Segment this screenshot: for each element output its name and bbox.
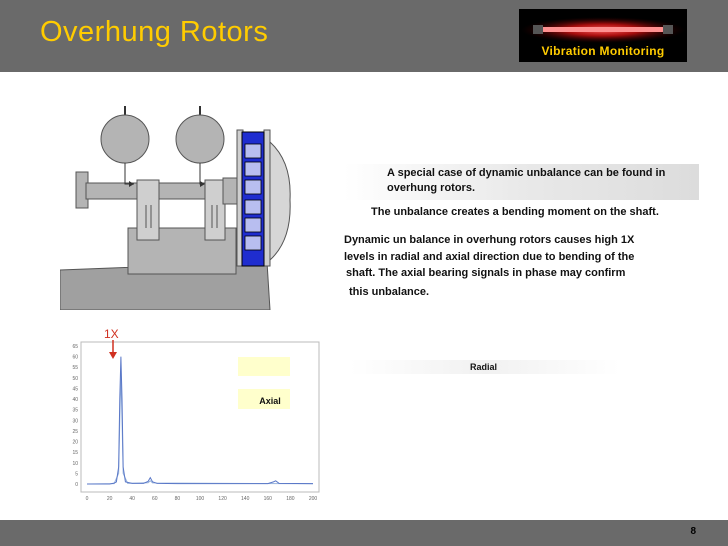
y-tick-label: 50	[72, 375, 78, 382]
y-tick-label: 25	[72, 428, 78, 435]
y-tick-label: 65	[72, 344, 78, 350]
text-line-2: overhung rotors.	[387, 182, 476, 194]
vibration-monitoring-logo	[519, 9, 687, 62]
x-axis-ticks	[86, 496, 318, 502]
text-line-1: A special case of dynamic unbalance can be found in	[387, 167, 666, 179]
y-tick-label: 60	[72, 354, 78, 361]
x-tick-label: 40	[129, 496, 135, 502]
y-tick-label: 55	[72, 365, 78, 372]
x-tick-label: 180	[286, 496, 295, 502]
x-tick-label: 120	[218, 496, 227, 502]
spectrum-chart	[60, 322, 330, 502]
text-line-6: shaft. The axial bearing signals in phase may confirm	[346, 267, 626, 279]
x-tick-label: 20	[106, 496, 113, 502]
y-tick-label: 35	[72, 407, 78, 414]
y-tick-label: 10	[72, 460, 78, 467]
legend-axial-label: Axial	[259, 396, 281, 406]
x-tick-label: 140	[241, 496, 250, 502]
y-tick-label: 40	[72, 397, 78, 404]
text-line-4: Dynamic un balance in overhung rotors causes high 1X	[344, 234, 635, 246]
x-tick-label: 200	[308, 496, 318, 502]
x-tick-label: 100	[195, 496, 205, 502]
legend-swatch	[238, 357, 290, 376]
legend-radial-label: Radial	[470, 362, 498, 372]
footer-bar	[0, 520, 728, 546]
overhung-rotor-illustration	[60, 100, 300, 310]
page-number: 8	[690, 526, 696, 537]
x-tick-label: 160	[263, 496, 272, 502]
x-tick-label: 60	[152, 496, 158, 502]
y-tick-label: 0	[75, 482, 78, 488]
x-tick-label: 0	[85, 496, 89, 502]
annotation-1x: 1X	[104, 327, 119, 341]
y-tick-label: 5	[75, 471, 78, 478]
annotation-arrow-icon	[108, 340, 120, 360]
text-line-7: this unbalance.	[349, 286, 430, 298]
text-line-3: The unbalance creates a bending moment on the shaft.	[371, 206, 659, 218]
y-tick-label: 15	[72, 450, 78, 457]
y-axis-ticks	[72, 344, 78, 488]
text-line-5: levels in radial and axial direction due to bending of the	[344, 251, 635, 263]
y-tick-label: 45	[72, 386, 78, 393]
y-tick-label: 30	[72, 418, 78, 425]
x-tick-label: 80	[174, 496, 181, 502]
y-tick-label: 20	[72, 439, 78, 446]
slide-title: Overhung Rotors	[40, 16, 269, 48]
logo-text: Vibration Monitoring	[541, 44, 665, 58]
